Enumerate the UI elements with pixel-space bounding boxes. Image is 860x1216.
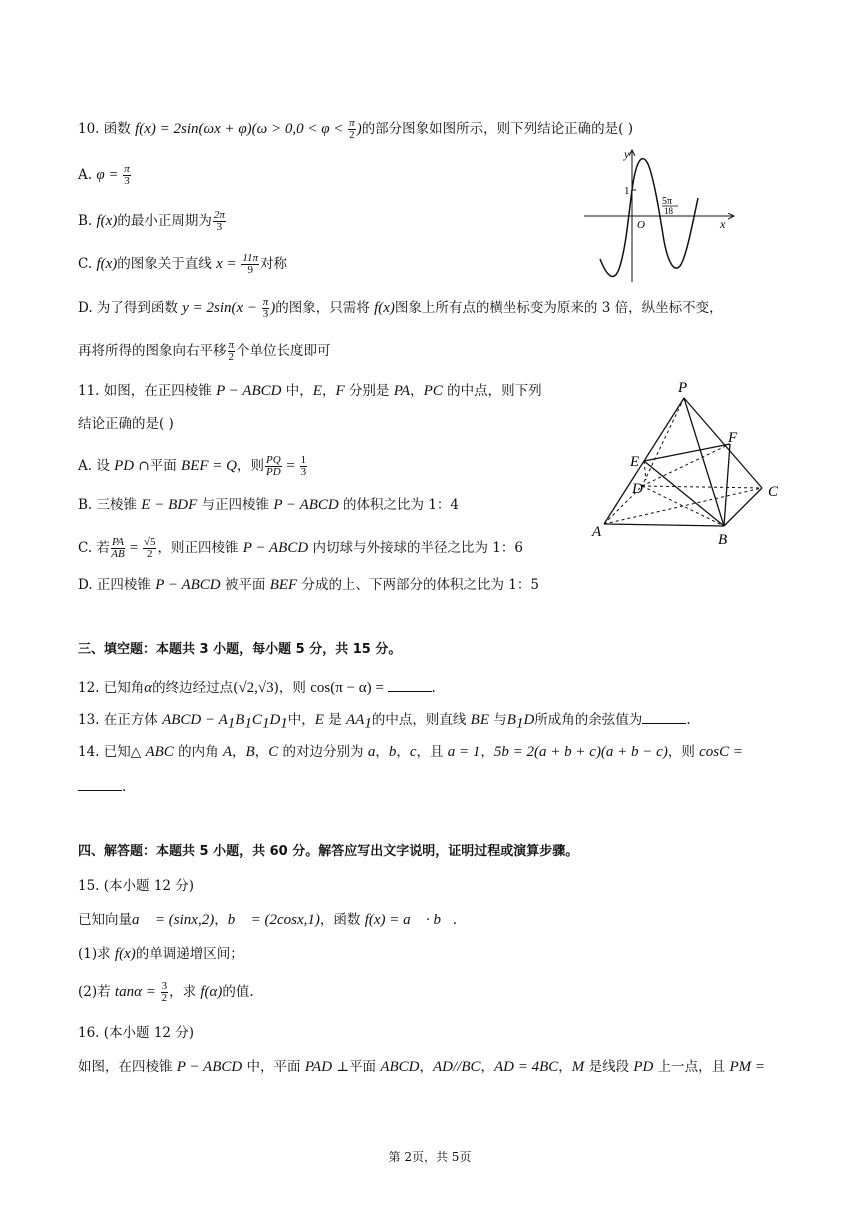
q15-part1: (1)求 f(x)的单调递增区间； <box>78 946 244 962</box>
q15-line1: 已知向量a⃗ = (sinx,2)，b⃗ = (2cosx,1)，函数 f(x) = a⃗ · b⃗. <box>78 912 458 928</box>
q11-option-b: B. 三棱锥 E − BDF 与正四棱锥 P − ABCD 的体积之比为 1：4 <box>78 497 460 513</box>
q14-answer-blank <box>78 776 122 791</box>
q12: 12. 已知角α的终边经过点(√2,√3)，则 cos(π − α) = . <box>78 677 436 698</box>
q11-option-d: D. 正四棱锥 P − ABCD 被平面 BEF 分成的上、下两部分的体积之比为 1：5 <box>78 577 539 593</box>
sine-curve <box>600 159 698 277</box>
label-A: A <box>592 524 602 540</box>
label-B: B <box>718 532 728 548</box>
x-axis-label: x <box>720 217 726 231</box>
origin-label: O <box>637 219 645 231</box>
q13: 13. 在正方体 ABCD − $A_1B_1C_1D_1$中，E 是 $AA_1$的中点，则直线 BE 与$B_1D$所成角的余弦值为 . <box>78 709 691 734</box>
section3-heading: 三、填空题：本题共 3 小题，每小题 5 分，共 15 分。 <box>78 642 402 657</box>
tick-num: 5π <box>662 196 673 207</box>
q10-option-b: B. f(x)的最小正周期为 $\frac{2\pi}{3}$ <box>78 209 225 233</box>
y-axis-label: y <box>624 147 630 161</box>
q10-option-a: A. φ = $\frac{\pi}{3}$ <box>78 163 130 187</box>
q15-title: 15. (本小题 12 分) <box>78 878 195 894</box>
q14-line2: . <box>78 776 126 797</box>
section4-heading: 四、解答题：本题共 5 小题，共 60 分。解答应写出文字说明，证明过程或演算步骤。 <box>78 844 579 859</box>
q10-stem: 10. 函数 f(x) = 2sin(ωx + φ)(ω > 0,0 < φ < $\frac{\pi}{2}$ )的部分图象如图所示，则下列结论正确的是( ) <box>78 117 634 141</box>
q13-answer-blank <box>642 709 686 724</box>
q11-stem-line2: 结论正确的是( ) <box>78 416 174 432</box>
label-D: D <box>632 481 643 497</box>
label-C: C <box>768 484 779 500</box>
q11-stem-line1: 11. 如图，在正四棱锥 P − ABCD 中，E，F 分别是 PA，PC 的中点，则下列 <box>78 383 542 399</box>
q16-title: 16. (本小题 12 分) <box>78 1025 195 1041</box>
q10-option-d-line2: 再将所得的图象向右平移 $\frac{\pi}{2}$ 个单位长度即可 <box>78 339 331 363</box>
label-F: F <box>728 430 738 446</box>
one-label: 1 <box>624 185 630 197</box>
label-P: P <box>678 380 688 396</box>
q11-option-a: A. 设 PD ∩平面 BEF = Q，则 $\frac{PQ}{PD}$ = $\frac{1}{3}$ <box>78 454 307 478</box>
page-footer: 第 2页，共 5页 <box>388 1150 472 1164</box>
q10-sine-graph <box>582 146 742 284</box>
q10-option-d-line1: D. 为了得到函数 y = 2sin(x − $\frac{\pi}{3}$ )的图象，只需将 f(x)图象上所有点的横坐标变为原来的 3 倍，纵坐标不变， <box>78 296 723 320</box>
q16-line1: 如图，在四棱锥 P − ABCD 中，平面 PAD ⊥平面 ABCD，AD//BC，AD = 4BC，M 是线段 PD 上一点，且 PM = <box>78 1059 765 1075</box>
q12-answer-blank <box>388 677 432 692</box>
q11-pyramid-figure <box>586 376 792 548</box>
tick-den: 18 <box>664 206 673 216</box>
q11-option-c: C. 若 $\frac{PA}{AB}$ = $\frac{√5}{2}$ ，则正四棱锥 P − ABCD 内切球与外接球的半径之比为 1：6 <box>78 536 523 560</box>
q10-option-c: C. f(x)的图象关于直线 x = $\frac{11\pi}{9}$ 对称 <box>78 252 288 276</box>
label-E: E <box>630 454 640 470</box>
q14-line1: 14. 已知△ ABC 的内角 A，B，C 的对边分别为 a，b，c，且 a = 1，5b = 2(a + b + c)(a + b − c)，则 cosC = <box>78 744 743 760</box>
q15-part2: (2)若 tanα = $\frac{3}{2}$ ，求 f(α)的值. <box>78 980 254 1004</box>
